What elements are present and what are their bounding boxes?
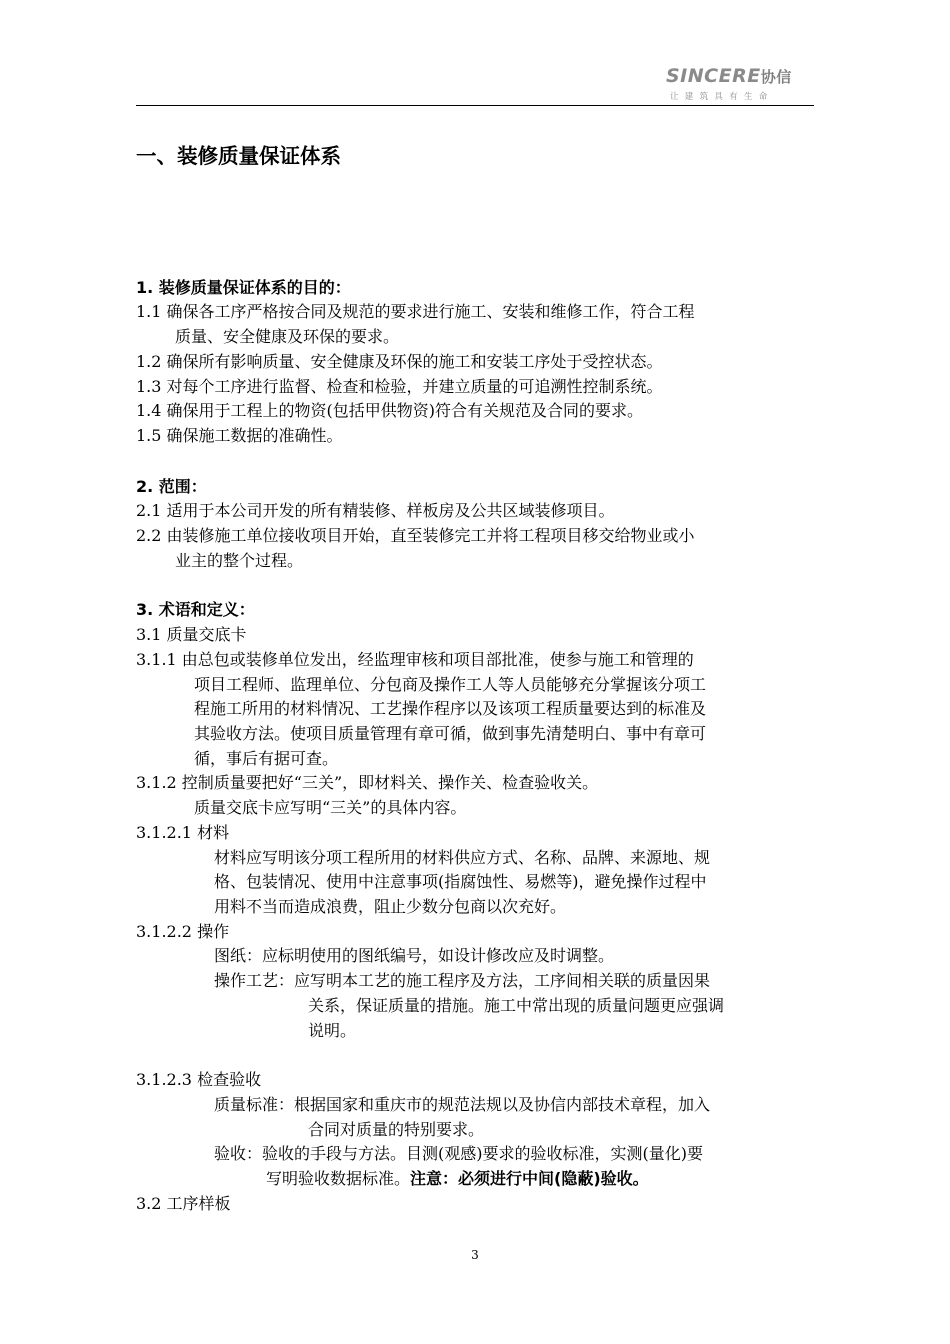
item-1-4: 1.4 确保用于工程上的物资(包括甲供物资)符合有关规范及合同的要求。 <box>136 401 644 420</box>
process-line-2: 关系，保证质量的措施。施工中常出现的质量问题更应强调 <box>308 996 725 1015</box>
item-3-1-2-2: 3.1.2.2 操作 <box>136 922 230 941</box>
material-line-2: 格、包装情况、使用中注意事项(指腐蚀性、易燃等)，避免操作过程中 <box>214 872 707 891</box>
item-3-1-1-line-2: 项目工程师、监理单位、分包商及操作工人等人员能够充分掌握该分项工 <box>194 675 707 694</box>
process-line-1: 操作工艺：应写明本工艺的施工程序及方法，工序间相关联的质量因果 <box>214 971 711 990</box>
item-2-2-line-1: 2.2 由装修施工单位接收项目开始，直至装修完工并将工程项目移交给物业或小 <box>136 526 695 545</box>
logo-en: SINCERE <box>666 65 761 87</box>
logo-tagline: 让建筑具有生命 <box>670 92 774 102</box>
material-line-3: 用料不当而造成浪费，阻止少数分包商以次充好。 <box>214 897 567 916</box>
accept-warning: 注意：必须进行中间(隐蔽)验收。 <box>410 1169 649 1188</box>
standard-line-2: 合同对质量的特别要求。 <box>308 1120 485 1139</box>
item-3-1-2-3: 3.1.2.3 检查验收 <box>136 1070 262 1089</box>
header-divider <box>136 105 814 106</box>
page-title: 一、装修质量保证体系 <box>136 144 341 168</box>
page-number: 3 <box>471 1248 479 1262</box>
item-3-1-1-line-3: 程施工所用的材料情况、工艺操作程序以及该项工程质量要达到的标准及 <box>194 699 707 718</box>
drawing-line: 图纸：应标明使用的图纸编号，如设计修改应及时调整。 <box>214 946 615 965</box>
accept-line-1: 验收：验收的手段与方法。目测(观感)要求的验收标准，实测(量化)要 <box>214 1144 703 1163</box>
item-3-1-1-line-1: 3.1.1 由总包或装修单位发出，经监理审核和项目部批准，使参与施工和管理的 <box>136 650 694 669</box>
item-1-5: 1.5 确保施工数据的准确性。 <box>136 426 343 445</box>
material-line-1: 材料应写明该分项工程所用的材料供应方式、名称、品牌、来源地、规 <box>214 848 711 867</box>
item-2-2-line-2: 业主的整个过程。 <box>175 551 304 570</box>
item-3-2: 3.2 工序样板 <box>136 1194 231 1213</box>
section-1-heading: 1. 装修质量保证体系的目的： <box>136 278 351 297</box>
item-3-1-2-line-1: 3.1.2 控制质量要把好“三关”，即材料关、操作关、检查验收关。 <box>136 773 599 792</box>
item-1-3: 1.3 对每个工序进行监督、检查和检验，并建立质量的可追溯性控制系统。 <box>136 377 663 396</box>
item-2-1: 2.1 适用于本公司开发的所有精装修、样板房及公共区域装修项目。 <box>136 501 615 520</box>
item-1-1-line-2: 质量、安全健康及环保的要求。 <box>175 327 400 346</box>
sincere-logo <box>666 66 816 102</box>
accept-line-2 <box>266 1169 649 1189</box>
process-line-3: 说明。 <box>308 1021 357 1040</box>
accept-line-2-text: 写明验收数据标准。 <box>266 1169 411 1188</box>
item-3-1-1-line-4: 其验收方法。使项目质量管理有章可循，做到事先清楚明白、事中有章可 <box>194 724 707 743</box>
item-1-2: 1.2 确保所有影响质量、安全健康及环保的施工和安装工序处于受控状态。 <box>136 352 663 371</box>
section-2-heading: 2. 范围： <box>136 477 207 496</box>
item-1-1-line-1: 1.1 确保各工序严格按合同及规范的要求进行施工、安装和维修工作，符合工程 <box>136 302 695 321</box>
item-3-1-2-1: 3.1.2.1 材料 <box>136 823 230 842</box>
logo-wordmark <box>666 66 816 87</box>
item-3-1: 3.1 质量交底卡 <box>136 625 247 644</box>
standard-line-1: 质量标准：根据国家和重庆市的规范法规以及协信内部技术章程，加入 <box>214 1095 711 1114</box>
item-3-1-2-line-2: 质量交底卡应写明“三关”的具体内容。 <box>194 798 467 817</box>
section-3-heading: 3. 术语和定义： <box>136 600 255 619</box>
item-3-1-1-line-5: 循，事后有据可查。 <box>194 749 339 768</box>
logo-cn: 协信 <box>760 68 792 86</box>
